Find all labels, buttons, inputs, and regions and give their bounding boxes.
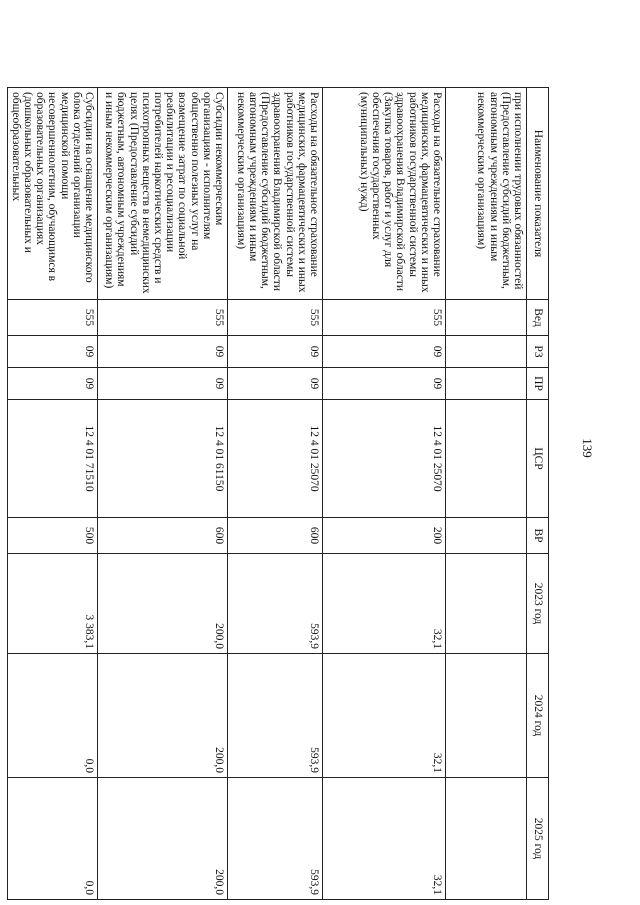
- table-row: [323, 88, 446, 900]
- row-2023: 3 383,1: [7, 554, 97, 654]
- row-ved: 555: [228, 300, 323, 336]
- row-2024: 593,9: [228, 654, 323, 778]
- table-row: [7, 88, 97, 900]
- row-csr: 12 4 01 71510: [7, 400, 97, 518]
- header-2024: 2024 год: [527, 654, 549, 778]
- row-vr: 200: [323, 518, 446, 554]
- row-2023: 32,1: [323, 554, 446, 654]
- row-pr: 09: [323, 368, 446, 400]
- row-csr: 12 4 01 25070: [323, 400, 446, 518]
- header-pr: ПР: [527, 368, 549, 400]
- header-name: Наименование показателя: [527, 88, 549, 300]
- row-2025: 0,0: [7, 778, 97, 900]
- row-pr: 09: [228, 368, 323, 400]
- table-header-row: [527, 88, 549, 900]
- page-number: 139: [579, 438, 595, 458]
- row-ved: 555: [7, 300, 97, 336]
- row-name: при исполнении трудовых обязанностей (Предоставление субсидий бюджетным, автономным учреждениям и иным некоммерческим организациям): [446, 88, 527, 300]
- header-ved: Вед: [527, 300, 549, 336]
- row-2025: [446, 778, 527, 900]
- row-pr: 09: [7, 368, 97, 400]
- row-rz: 09: [7, 336, 97, 368]
- row-name: Расходы на обязательное страхование медицинских, фармацевтических и иных работников государственной системы здравоохранения Владимирской области (Закупка товаров, работ и услуг для обеспечения государственных (муниципальных) нужд): [323, 88, 446, 300]
- row-ved: 555: [98, 300, 228, 336]
- table-row: [446, 88, 527, 900]
- budget-table: [7, 87, 549, 900]
- table-row: [98, 88, 228, 900]
- row-rz: 09: [323, 336, 446, 368]
- row-2023: 200,0: [98, 554, 228, 654]
- row-csr: 12 4 01 25070: [228, 400, 323, 518]
- row-name: Субсидии на оснащение медицинского блока отделений организации медицинской помощи несовершеннолетним, обучающимся в образовательных организациях (дошкольных образовательных и общеобразовательных: [7, 88, 97, 300]
- rotated-sheet: [9, 87, 549, 899]
- row-rz: [446, 336, 527, 368]
- row-vr: 600: [228, 518, 323, 554]
- row-2025: 200,0: [98, 778, 228, 900]
- row-rz: 09: [98, 336, 228, 368]
- row-name: Субсидии некоммерческим организациям - исполнителям общественно полезных услуг на возмещение затрат по социальной реабилитации и ресоциализации потребителей наркотических средств и психотропных веществ в немедицинских целях (Предоставление субсидий бюджетным, автономным учреждениям и иным некоммерческим организациям): [98, 88, 228, 300]
- row-name: Расходы на обязательное страхование медицинских, фармацевтических и иных работников государственной системы здравоохранения Владимирской области (Предоставление субсидий бюджетным, автономным учреждениям и иным некоммерческим организациям): [228, 88, 323, 300]
- header-2023: 2023 год: [527, 554, 549, 654]
- header-csr: ЦСР: [527, 400, 549, 518]
- row-2023: 593,9: [228, 554, 323, 654]
- header-2025: 2025 год: [527, 778, 549, 900]
- header-rz: РЗ: [527, 336, 549, 368]
- row-pr: [446, 368, 527, 400]
- row-2025: 593,9: [228, 778, 323, 900]
- row-ved: [446, 300, 527, 336]
- row-rz: 09: [228, 336, 323, 368]
- row-pr: 09: [98, 368, 228, 400]
- row-2024: 0,0: [7, 654, 97, 778]
- row-2024: [446, 654, 527, 778]
- row-ved: 555: [323, 300, 446, 336]
- row-2023: [446, 554, 527, 654]
- row-2024: 32,1: [323, 654, 446, 778]
- row-2024: 200,0: [98, 654, 228, 778]
- row-csr: [446, 400, 527, 518]
- table-row: [228, 88, 323, 900]
- row-vr: 500: [7, 518, 97, 554]
- row-vr: 600: [98, 518, 228, 554]
- table-container: [9, 87, 549, 899]
- row-csr: 12 4 01 61150: [98, 400, 228, 518]
- row-vr: [446, 518, 527, 554]
- header-vr: ВР: [527, 518, 549, 554]
- row-2025: 32,1: [323, 778, 446, 900]
